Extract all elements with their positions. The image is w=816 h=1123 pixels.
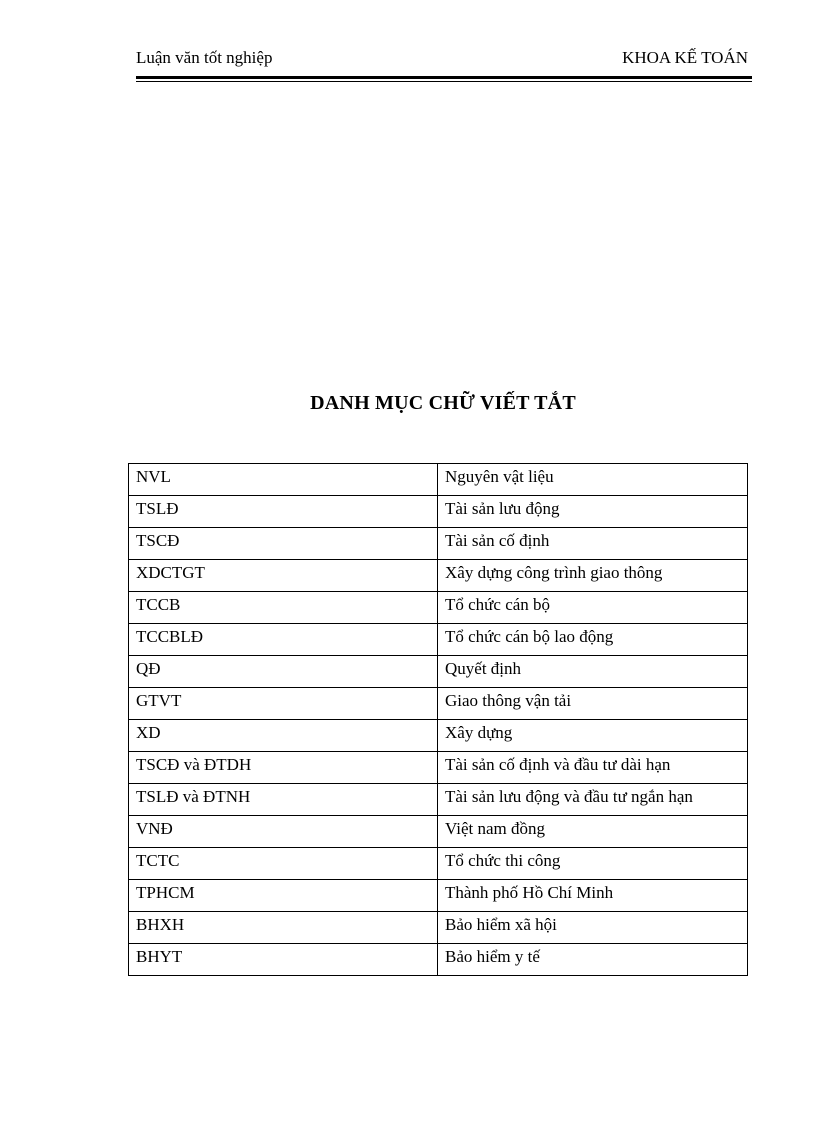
table-row	[129, 528, 748, 560]
meaning-cell: Bảo hiểm xã hội	[438, 912, 748, 944]
meaning-cell: Nguyên vật liệu	[438, 464, 748, 496]
abbreviation-cell: TSCĐ và ĐTDH	[129, 752, 438, 784]
meaning-cell: Xây dựng	[438, 720, 748, 752]
abbreviation-cell: GTVT	[129, 688, 438, 720]
header-rule-thin	[136, 81, 752, 82]
page-header	[136, 48, 750, 72]
meaning-cell: Tài sản lưu động và đầu tư ngắn hạn	[438, 784, 748, 816]
table-row	[129, 880, 748, 912]
abbreviation-cell: TCCB	[129, 592, 438, 624]
table-row	[129, 848, 748, 880]
meaning-cell: Bảo hiểm y tế	[438, 944, 748, 976]
table-row	[129, 912, 748, 944]
table-row	[129, 944, 748, 976]
page-title: DANH MỤC CHỮ VIẾT TẮT	[310, 392, 576, 414]
abbreviation-cell: XD	[129, 720, 438, 752]
abbreviation-cell: XDCTGT	[129, 560, 438, 592]
meaning-cell: Tổ chức cán bộ	[438, 592, 748, 624]
abbreviation-cell: TSLĐ	[129, 496, 438, 528]
abbreviation-table-body	[129, 464, 748, 976]
abbreviation-cell: QĐ	[129, 656, 438, 688]
table-row	[129, 720, 748, 752]
abbreviation-cell: VNĐ	[129, 816, 438, 848]
meaning-cell: Giao thông vận tải	[438, 688, 748, 720]
table-row	[129, 624, 748, 656]
table-row	[129, 496, 748, 528]
meaning-cell: Tổ chức cán bộ lao động	[438, 624, 748, 656]
abbreviation-cell: TSLĐ và ĐTNH	[129, 784, 438, 816]
abbreviation-table	[128, 463, 748, 976]
abbreviation-cell: BHXH	[129, 912, 438, 944]
meaning-cell: Xây dựng công trình giao thông	[438, 560, 748, 592]
meaning-cell: Tài sản cố định	[438, 528, 748, 560]
meaning-cell: Tài sản cố định và đầu tư dài hạn	[438, 752, 748, 784]
header-rule-thick	[136, 76, 752, 79]
meaning-cell: Tài sản lưu động	[438, 496, 748, 528]
table-row	[129, 560, 748, 592]
meaning-cell: Thành phố Hồ Chí Minh	[438, 880, 748, 912]
table-row	[129, 688, 748, 720]
table-row	[129, 784, 748, 816]
table-row	[129, 752, 748, 784]
table-row	[129, 656, 748, 688]
abbreviation-cell: NVL	[129, 464, 438, 496]
abbreviation-cell: TCTC	[129, 848, 438, 880]
table-row	[129, 816, 748, 848]
table-row	[129, 592, 748, 624]
header-thesis-label: Luận văn tốt nghiệp	[136, 48, 273, 67]
abbreviation-cell: TSCĐ	[129, 528, 438, 560]
meaning-cell: Quyết định	[438, 656, 748, 688]
header-faculty-label: KHOA KẾ TOÁN	[622, 48, 748, 67]
meaning-cell: Tổ chức thi công	[438, 848, 748, 880]
abbreviation-cell: TPHCM	[129, 880, 438, 912]
meaning-cell: Việt nam đồng	[438, 816, 748, 848]
table-row	[129, 464, 748, 496]
abbreviation-cell: TCCBLĐ	[129, 624, 438, 656]
abbreviation-cell: BHYT	[129, 944, 438, 976]
